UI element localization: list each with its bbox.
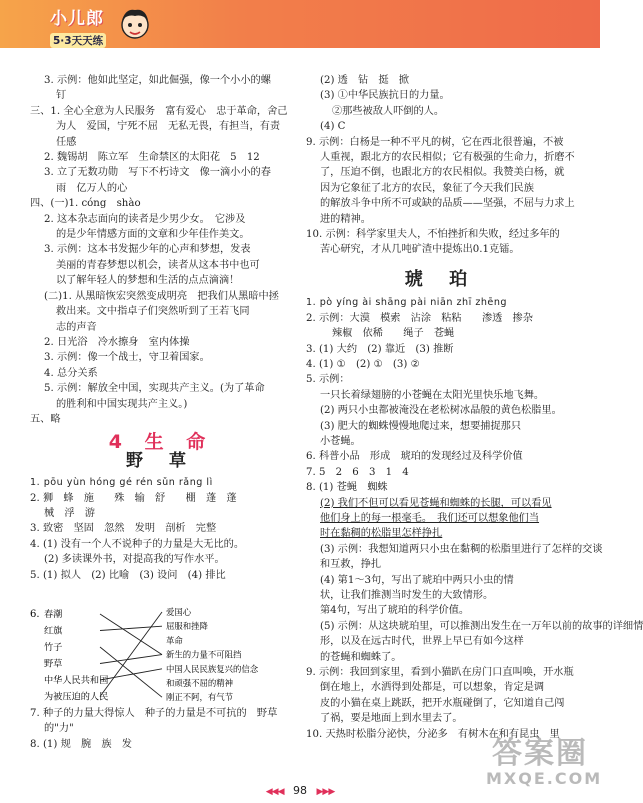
match-right-item: 爱国心 [166,607,192,617]
answer-line: 救出来。文中指卓子们突然听到了王若飞同 [56,306,250,318]
answer-line: 他们身上的每一根毫毛。 我们还可以想象他们当 [320,512,540,524]
answer-line: 4. (1) 没有一个人不说种子的力量是大无比的。 [30,538,245,550]
answer-line: 的"力" [44,723,74,735]
answer-line: 的是少年情感方面的文章和少年佳作美文。 [56,229,250,241]
answer-line: 了，压迫不倒，也跟北方的农民相似。我赞美白杨，就 [320,167,565,179]
answer-line: 3. (1) 大约 (2) 靠近 (3) 推断 [306,343,454,355]
match-left-item: 红旗 [44,625,63,637]
left-answers-block-2 [30,491,292,583]
answer-line: 人重视，跟北方的农民相似；它有极强的生命力，折磨不 [320,152,575,164]
answer-line: 2. 魏锡胡 陈立军 生命禁区的太阳花 5 12 [44,152,260,164]
answer-line: 4. 总分关系 [44,367,98,379]
prev-arrows-icon: ◀◀◀ [265,787,284,797]
answer-line: 形，以及在远古时代，世界上早已有如今这样 [320,636,524,648]
answer-line: 五、略 [30,413,61,425]
answer-line: 的解放斗争中所不可或缺的品质——坚强，不屈与力求上 [320,198,575,210]
match-left-item: 野草 [44,658,63,670]
match-connector [100,614,162,655]
match-connector [100,626,162,630]
answer-line: 5. 示例： [306,374,350,386]
answer-line: (3) 肥大的蜘蛛慢慢地爬过来，想要捕捉那只 [320,420,522,432]
answer-line: 为人 爱国，宁死不屈 无私无畏，有担当，有责 [56,121,281,133]
match-connector [100,655,162,664]
page-header [0,0,600,60]
match-connector [100,669,162,680]
match-right-item: 屈服和挫降 [166,621,208,632]
answer-line: 9. 示例：白杨是一种不平凡的树，它在西北很普遍，不被 [306,136,564,148]
left-answers-block [30,73,292,427]
answer-line: (4) C [320,121,346,133]
pinyin-answer: 1. pōu yùn hóng gé rén sǔn rǎng lì [30,477,213,489]
answer-line: 8. (1) 苍蝇 蜘蛛 [306,482,388,494]
answer-line: (5) 示例：从这块琥珀里，可以推测出发生在一万年以前的故事的详细情 [320,620,643,632]
page-number: 98 [293,784,307,797]
answer-line: (2) 透 钻 挺 掀 [320,75,409,86]
answer-line: 7. 5 2 6 3 1 4 [306,466,409,478]
answer-line: 10. 示例：科学家里夫人，不怕挫折和失败，经过多年的 [306,229,560,241]
answer-line: 因为它象征了北方的农民，象征了今天我们民族 [320,182,534,194]
answer-line: (2) 我们不但可以看见苍蝇和蜘蛛的长腿，可以看见 [320,497,552,509]
answer-line: 三、1. 全心全意为人民服务 富有爱心 忠于革命，舍己 [30,105,288,117]
match-right-item: 革命 [166,635,183,646]
answer-line: 2. 日光浴 冷水擦身 室内体操 [44,336,190,348]
answer-line: 一只长着绿翅膀的小苍蝇在太阳光里快乐地飞舞。 [320,389,545,401]
lesson-heading-yecao: 野 草 [126,450,196,471]
answer-line: 3. 立了无数功勋 写下不朽诗文 像一滴小小的春 [44,167,271,179]
answer-line: (3) ①中华民族抗日的力量。 [320,90,450,102]
answer-line: 10. 天热时松脂分泌快，分泌多 有树木在和有昆虫 里 [306,728,560,740]
answer-line: 小苍蝇。 [320,435,361,447]
answer-line: (4) 第1～3句，写出了琥珀中两只小虫的情 [320,574,514,586]
answer-line: ②那些被敌人吓倒的人。 [332,105,445,117]
answer-line: 5. 示例：解放全中国，实现共产主义。(为了革命 [44,383,265,395]
answer-line: 皮的小猫在桌上跳跃，把开水瓶碰倒了，它知道自己闯 [320,697,565,709]
mascot-icon [118,6,152,42]
watermark-url: MXQE.COM [486,769,603,788]
answer-line: 钉 [56,90,67,102]
answer-line: 3. 致密 坚固 忽然 发明 剖析 完整 [30,523,217,535]
brand-logo [50,4,106,48]
match-left-item: 竹子 [44,642,63,653]
answer-line: 状，让我们推测当时发生的大致情形。 [320,590,494,601]
answer-line: 2. 狮 蜂 施 殊 输 舒 棚 蓬 蓬 [30,492,237,504]
answer-line: 的苍蝇和蜘蛛了。 [320,651,402,663]
left-column-bottom [30,706,292,752]
answer-line: 和互救，挣扎 [320,559,382,571]
answer-line: 4. (1) ① (2) ① (3) ② [306,358,420,370]
pinyin-answer-hupo: 1. pò yíng ài shāng pài niān zhī zhēng [306,297,508,309]
answer-line: 9. 示例：我回到家里，看到小猫趴在房门口直叫唤，开水瓶 [306,667,574,679]
answer-line: 3. 示例：像一个战士，守卫着国家。 [44,352,210,364]
right-column [306,73,643,742]
left-column [30,73,292,583]
answer-line: (二)1. 从黑暗恢宏突然变成明亮 把我们从黑暗中拯 [44,290,279,302]
answer-line: 任感 [56,136,77,148]
match-right-item: 新生的力量不可阻挡 [166,649,242,660]
logo-subtitle: 5·3天天练 [50,33,106,48]
logo-title: 小儿郎 [50,9,104,29]
answer-line: 进的精神。 [320,213,371,225]
answer-line: 械 浮 游 [44,507,95,519]
answer-line: 7. 种子的力量大得惊人 种子的力量是不可抗的 野草 [30,708,278,719]
right-answers-block-2 [306,311,643,742]
answer-line: 2. 示例：大漠 模索 沾涂 粘粘 渗透 掺杂 [306,312,533,324]
answer-line: 苦心研究，才从几吨矿渣中提炼出0.1克镭。 [320,244,520,256]
answer-line: 2. 这本杂志面向的读者是少男少女。 它涉及 [44,213,246,225]
match-right-item: 和顽强不屈的精神 [166,678,233,688]
answer-line: 3. 示例：他如此坚定，如此倔强，像一个小小的螺 [44,75,271,86]
answer-line: 四、(一)1. cóng shào [30,198,141,210]
answer-line: 雨 亿万人的心 [56,182,128,194]
match-left-item: 春潮 [44,609,63,620]
answer-line: 时在黏稠的松脂里怎样挣扎 [320,528,443,540]
answer-line: 8. (1) 规 腕 族 发 [30,738,132,750]
match-right-item: 刚正不阿，有气节 [166,692,233,703]
chapter-heading: 4 生 命 [108,431,214,454]
next-arrows-icon: ▶▶▶ [316,787,335,797]
matching-diagram [30,607,270,705]
answer-line: 辣椒 依稀 绳子 苍蝇 [332,328,455,340]
left-answers-block-3 [30,706,292,752]
answer-line: 了祸，要是地面上到水里去了。 [320,713,463,725]
answer-line: 以了解年轻人的梦想和生活的点点滴滴！ [56,275,240,287]
answer-line: 的胜利和中国实现共产主义。) [56,398,188,410]
answer-line: 6. 科普小品 形成 琥珀的发现经过及科学价值 [306,451,523,463]
answer-line: 美丽的青春梦想以机会，读者从这本书中也可 [56,259,260,271]
question-number: 6. [30,609,40,620]
match-left-item: 中华人民共和国 [44,675,109,686]
answer-line: (2) 两只小虫都被淹没在老松树冰晶般的黄色松脂里。 [320,405,562,417]
answer-line: 3. 示例：这本书发掘少年的心声和梦想，发表 [44,244,251,256]
match-left-item: 为被压迫的人民 [44,691,109,703]
answer-line: 第4句，写出了琥珀的科学价值。 [320,605,470,617]
answer-line: 5. (1) 拟人 (2) 比喻 (3) 设问 (4) 排比 [30,569,226,581]
right-answers-block [306,73,576,258]
answer-line: (3) 示例：我想知道两只小虫在黏稠的松脂里进行了怎样的交谈 [320,543,603,555]
lesson-heading-hupo: 琥 珀 [404,268,478,290]
answer-line: 志的声音 [56,321,97,333]
answer-line: (2) 多读课外书，对提高我的写作水平。 [44,554,225,566]
watermark [486,736,603,798]
watermark-text: 答案圈 [492,736,588,771]
answer-line: 倒在地上，水洒得到处都是，可以想象，肯定是调 [320,682,545,694]
match-right-item: 中国人民民族复兴的信念 [166,663,259,674]
